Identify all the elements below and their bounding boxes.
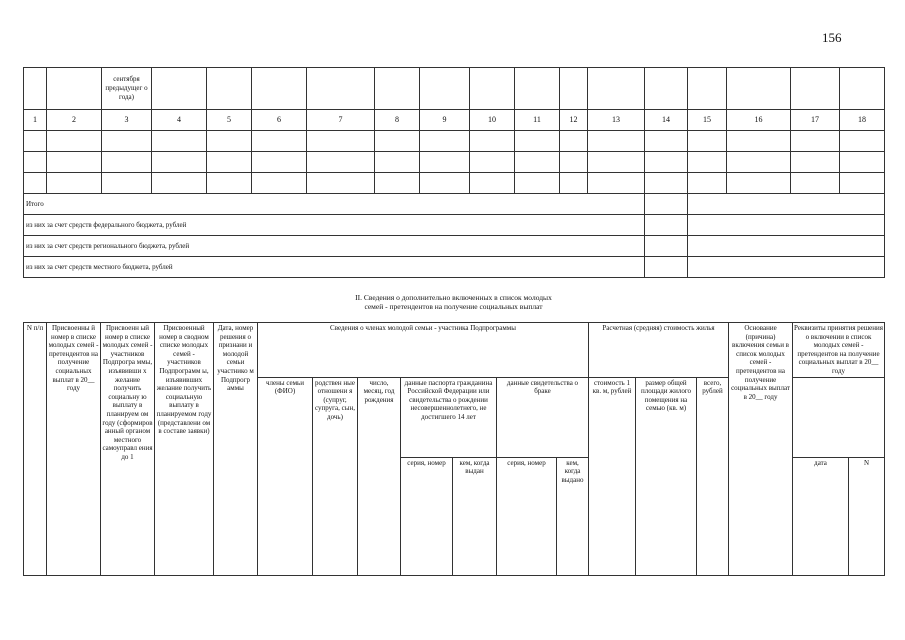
column-number: 2: [47, 110, 102, 131]
col-assigned-list-header: Присвоенны й номер в списке молодых семей - претендентов на получение социальных выплат в 20__ году: [47, 323, 101, 576]
col-req-date-header: дата: [793, 457, 849, 575]
page-number: 156: [822, 30, 842, 45]
col-family-members-header: Сведения о членах молодой семьи - участника Подпрограммы: [258, 323, 589, 378]
column-number: 9: [420, 110, 470, 131]
col-num-header: N п/п: [24, 323, 47, 576]
total-row: [24, 194, 885, 215]
column-number: 13: [588, 110, 645, 131]
col-passport-series-header: серия, номер: [401, 457, 453, 575]
column-number: 18: [840, 110, 885, 131]
col-cost-sqm-header: стоимость 1 кв. м, рублей: [589, 377, 636, 575]
column-number: 1: [24, 110, 47, 131]
header-row: [24, 323, 885, 378]
col-req-num-header: N: [849, 457, 885, 575]
header-fragment: сентября предыдущег о года): [102, 68, 152, 110]
col-decision-date-header: Дата, номер решения о признани и молодой семьи участнико м Подпрогр аммы: [214, 323, 258, 576]
register-table-continuation: [23, 67, 885, 278]
column-number: 6: [252, 110, 307, 131]
col-passport-header: данные паспорта гражданина Российской Федерации или свидетельства о рождении несовершеннолетнего, не достигшего 14 лет: [401, 377, 497, 457]
total-label: из них за счет средств регионального бюджета, рублей: [24, 236, 645, 257]
total-label: Итого: [24, 194, 645, 215]
column-number: 8: [375, 110, 420, 131]
column-number: 12: [560, 110, 588, 131]
column-number: 15: [688, 110, 727, 131]
col-relation-header: родствен ные отношени я (супруг, супруга, сын, дочь): [313, 377, 358, 575]
col-consolidated-header: Присвоенный номер в сводном списке молодых семей - участников Подпрограмм ы, изъявивших желание получить социальную выплату в планируемом году (представлени ом в составе заявки): [155, 323, 214, 576]
column-number: 16: [727, 110, 791, 131]
total-row: [24, 236, 885, 257]
col-total-header: всего, рублей: [697, 377, 729, 575]
table-row: [24, 68, 885, 110]
column-number: 5: [207, 110, 252, 131]
column-number: 3: [102, 110, 152, 131]
total-row: [24, 257, 885, 278]
column-number: 7: [307, 110, 375, 131]
col-cost-header: Расчетная (средняя) стоимость жилья: [589, 323, 729, 378]
col-marriage-series-header: серия, номер: [497, 457, 557, 575]
col-fio-header: члены семьи (ФИО): [258, 377, 313, 575]
column-number: 10: [470, 110, 515, 131]
total-label: из них за счет средств местного бюджета, рублей: [24, 257, 645, 278]
col-marriage-issued-header: кем, когда выдано: [557, 457, 589, 575]
column-number-row: [24, 110, 885, 131]
table-row: [24, 131, 885, 152]
column-number: 17: [791, 110, 840, 131]
column-number: 14: [645, 110, 688, 131]
additional-families-table: [23, 322, 885, 576]
total-row: [24, 215, 885, 236]
col-birth-header: число, месяц, год рождения: [358, 377, 401, 575]
total-label: из них за счет средств федерального бюджета, рублей: [24, 215, 645, 236]
table-row: [24, 173, 885, 194]
col-marriage-header: данные свидетельства о браке: [497, 377, 589, 457]
column-number: 11: [515, 110, 560, 131]
column-number: 4: [152, 110, 207, 131]
col-passport-issued-header: кем, когда выдан: [453, 457, 497, 575]
section-heading-line: семей - претендентов на получение социальных выплат: [364, 302, 543, 311]
section-heading: [23, 293, 884, 311]
table-row: [24, 152, 885, 173]
col-requisites-header: Реквизиты принятия решения о включении в список молодых семей - претендентов на получение социальных выплат в 20__ году: [793, 323, 885, 378]
section-heading-line: II. Сведения о дополнительно включенных в список молодых: [355, 293, 552, 302]
col-area-header: размер общей площади жилого помещения на семью (кв. м): [636, 377, 697, 575]
col-assigned-participants-header: Присвоенн ый номер в списке молодых семей - участников Подпрогра ммы, изъявивши х желание получить социальну ю выплату в планируем ом году (сформиров анный органом местного самоуправл ения до 1: [101, 323, 155, 576]
col-basis-header: Основание (причина) включения семьи в список молодых семей - претендентов на получение социальных выплат в 20__ году: [729, 323, 793, 576]
